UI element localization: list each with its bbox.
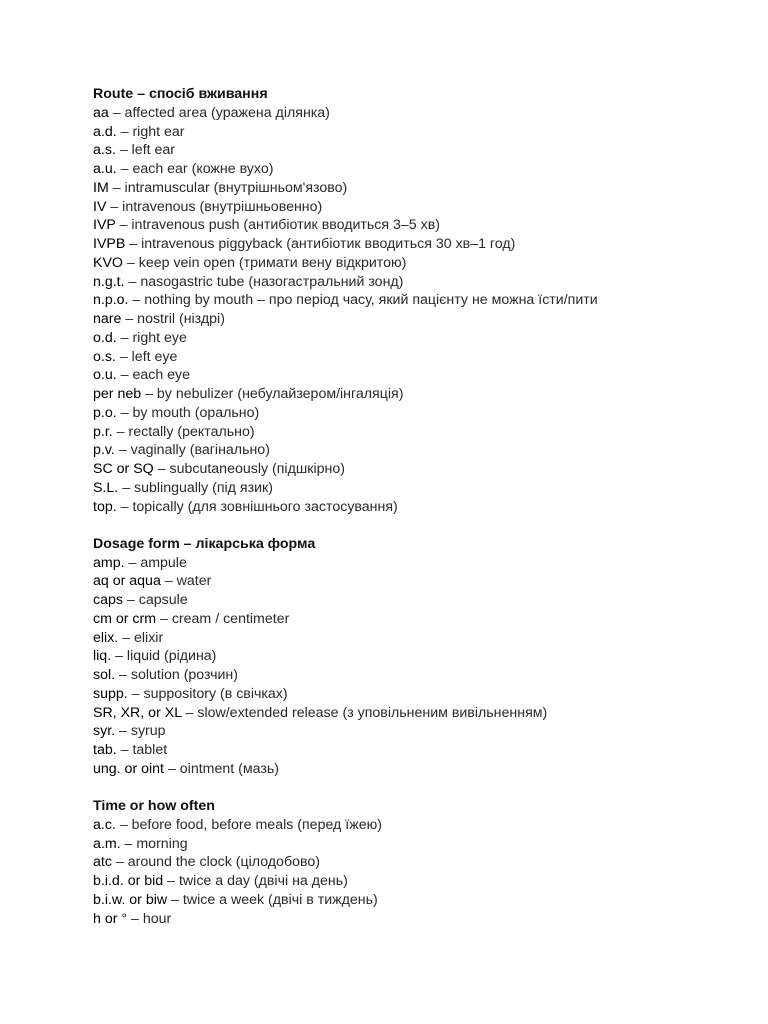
abbreviation-term: KVO — [93, 254, 123, 271]
abbreviation-meaning: – liquid (рідина) — [111, 648, 217, 665]
section — [93, 797, 733, 928]
abbreviation-meaning: – intravenous (внутрішньовенно) — [106, 198, 323, 215]
abbreviation-meaning: – rectally (ректально) — [112, 423, 255, 440]
abbreviation-term: cm or crm — [93, 610, 157, 627]
abbreviation-entry — [93, 179, 733, 198]
abbreviation-meaning: – topically (для зовнішнього застосування) — [116, 498, 398, 515]
abbreviation-entry — [93, 835, 733, 854]
abbreviation-entry — [93, 853, 733, 872]
abbreviation-meaning: – intravenous piggyback (антибіотик вводиться 30 хв–1 год) — [125, 236, 516, 252]
abbreviation-meaning: – before food, before meals (перед їжею) — [115, 816, 382, 833]
abbreviation-term: h or ° — [93, 910, 128, 927]
abbreviation-term: atc — [93, 854, 112, 871]
abbreviation-meaning: – cream / centimeter — [156, 610, 290, 627]
abbreviation-meaning: – tablet — [116, 742, 168, 759]
abbreviation-term: elix — [93, 629, 115, 646]
abbreviation-entry — [93, 216, 733, 235]
abbreviation-term: o.u. — [93, 367, 117, 384]
abbreviation-entry — [93, 310, 733, 329]
abbreviation-meaning: – twice a day (двічі на день) — [163, 873, 348, 890]
abbreviation-meaning: – each eye — [116, 367, 191, 384]
abbreviation-term: b.i.d. or bid — [93, 873, 164, 890]
abbreviation-meaning: – by mouth (орально) — [116, 404, 260, 421]
abbreviation-meaning: – left eye — [115, 348, 178, 365]
abbreviation-term: nare — [93, 311, 122, 327]
abbreviation-meaning: – by nebulizer (небулайзером/інгаляція) — [141, 386, 404, 402]
abbreviation-entry — [93, 254, 733, 273]
abbreviation-entry — [93, 366, 733, 385]
abbreviation-meaning: – nothing by mouth – про період часу, який пацієнту не можна їсти/пити — [128, 292, 598, 309]
abbreviation-term: ung. or oint — [93, 760, 164, 777]
abbreviation-entry — [93, 141, 733, 160]
abbreviation-entry — [93, 722, 733, 741]
abbreviation-entry — [93, 741, 733, 760]
abbreviation-meaning: – twice a week (двічі в тиждень) — [167, 891, 378, 908]
abbreviation-entry — [93, 647, 733, 666]
abbreviation-entry — [93, 554, 733, 573]
abbreviation-meaning: – morning — [120, 835, 188, 852]
abbreviation-term: supp. — [93, 685, 128, 702]
abbreviation-entry — [93, 572, 733, 591]
abbreviation-meaning: – intramuscular (внутрішньом'язово) — [108, 179, 348, 196]
abbreviation-meaning: – hour — [127, 910, 172, 927]
abbreviation-term: IVP — [93, 217, 116, 234]
section-heading: Dosage form – лікарська форма — [93, 535, 316, 552]
section-heading: Time or how often — [93, 798, 215, 815]
abbreviation-meaning: – nasogastric tube (назогастральний зонд) — [124, 273, 404, 290]
abbreviation-term: aa — [93, 104, 109, 121]
abbreviation-entry — [93, 123, 733, 142]
abbreviation-entry — [93, 704, 733, 723]
abbreviation-term: p.o. — [93, 404, 117, 421]
abbreviation-meaning: – sublingually (під язик) — [118, 479, 273, 496]
abbreviation-term: per neb — [93, 386, 142, 402]
abbreviation-term: o.s. — [93, 348, 116, 365]
abbreviation-term: a.m. — [93, 835, 121, 852]
abbreviation-term: b.i.w. or biw — [93, 891, 168, 908]
abbreviation-entry — [93, 423, 733, 442]
abbreviation-term: aq or aqua — [93, 573, 161, 590]
abbreviation-meaning: – solution (розчин) — [115, 667, 238, 684]
abbreviation-term: n.p.o. — [93, 292, 129, 309]
abbreviation-entry — [93, 891, 733, 910]
abbreviation-meaning: – vaginally (вагінально) — [114, 442, 270, 459]
abbreviation-entry — [93, 385, 733, 404]
abbreviation-meaning: – nostril (ніздрі) — [121, 311, 225, 327]
abbreviation-term: S.L. — [93, 479, 119, 496]
abbreviation-term: sol. — [93, 667, 116, 684]
abbreviation-entry — [93, 404, 733, 423]
abbreviation-entry — [93, 498, 733, 517]
abbreviation-entry — [93, 160, 733, 179]
abbreviation-entry — [93, 273, 733, 292]
abbreviation-meaning: – ampule — [124, 554, 187, 571]
abbreviation-meaning: – keep vein open (тримати вену відкритою) — [122, 254, 407, 271]
section — [93, 535, 733, 779]
abbreviation-entry — [93, 348, 733, 367]
abbreviation-term: a.u. — [93, 161, 117, 177]
abbreviation-meaning: – suppository (в свічках) — [127, 685, 288, 702]
abbreviation-entry — [93, 198, 733, 217]
abbreviation-entry — [93, 610, 733, 629]
abbreviation-term: a.d. — [93, 123, 117, 140]
section — [93, 85, 733, 516]
abbreviation-entry — [93, 666, 733, 685]
abbreviation-entry — [93, 441, 733, 460]
document-page — [93, 85, 733, 928]
abbreviation-entry — [93, 291, 733, 310]
abbreviation-term: a.s. — [93, 142, 116, 159]
abbreviation-entry — [93, 460, 733, 479]
abbreviation-meaning: – slow/extended release (з уповільненим вивільненням) — [181, 704, 548, 721]
abbreviation-meaning: – right eye — [116, 329, 187, 346]
abbreviation-term: SC or SQ — [93, 461, 154, 477]
abbreviation-entry — [93, 872, 733, 891]
abbreviation-term: IM — [93, 179, 109, 196]
abbreviation-meaning: – ointment (мазь) — [164, 760, 279, 777]
abbreviation-entry — [93, 235, 733, 254]
abbreviation-entry — [93, 629, 733, 648]
abbreviation-term: IV — [93, 198, 107, 215]
abbreviation-meaning: – syrup — [115, 723, 166, 740]
abbreviation-meaning: – each ear (кожне вухо) — [116, 161, 274, 177]
abbreviation-term: tab. — [93, 742, 117, 759]
section-heading: Route – спосіб вживання — [93, 86, 268, 102]
abbreviation-term: p.v. — [93, 442, 115, 459]
abbreviation-entry — [93, 760, 733, 779]
abbreviation-term: liq. — [93, 648, 112, 665]
abbreviation-entry — [93, 591, 733, 610]
abbreviation-meaning: – subcutaneously (підшкірно) — [153, 461, 345, 477]
abbreviation-entry — [93, 479, 733, 498]
abbreviation-term: SR, XR, or XL — [93, 704, 182, 721]
abbreviation-entry — [93, 329, 733, 348]
abbreviation-term: IVPB — [93, 236, 126, 252]
abbreviation-meaning: – around the clock (цілодобово) — [111, 854, 320, 871]
abbreviation-term: caps — [93, 592, 123, 609]
abbreviation-meaning: – intravenous push (антибіотик вводиться 3–5 хв) — [115, 217, 440, 234]
abbreviation-term: amp. — [93, 554, 125, 571]
abbreviation-term: n.g.t. — [93, 273, 125, 290]
abbreviation-meaning: – affected area (уражена ділянка) — [108, 104, 330, 121]
abbreviation-entry — [93, 910, 733, 929]
abbreviation-entry — [93, 685, 733, 704]
abbreviation-meaning: – water — [160, 573, 212, 590]
abbreviation-meaning: – capsule — [122, 592, 188, 609]
abbreviation-term: top. — [93, 498, 117, 515]
abbreviation-term: p.r. — [93, 423, 113, 440]
abbreviation-term: syr. — [93, 723, 116, 740]
abbreviation-meaning: – left ear — [115, 142, 176, 159]
abbreviation-term: o.d. — [93, 329, 117, 346]
abbreviation-meaning: . – elixir — [114, 629, 164, 646]
abbreviation-term: a.c. — [93, 816, 116, 833]
abbreviation-entry — [93, 816, 733, 835]
abbreviation-meaning: – right ear — [116, 123, 185, 140]
abbreviation-entry — [93, 104, 733, 123]
